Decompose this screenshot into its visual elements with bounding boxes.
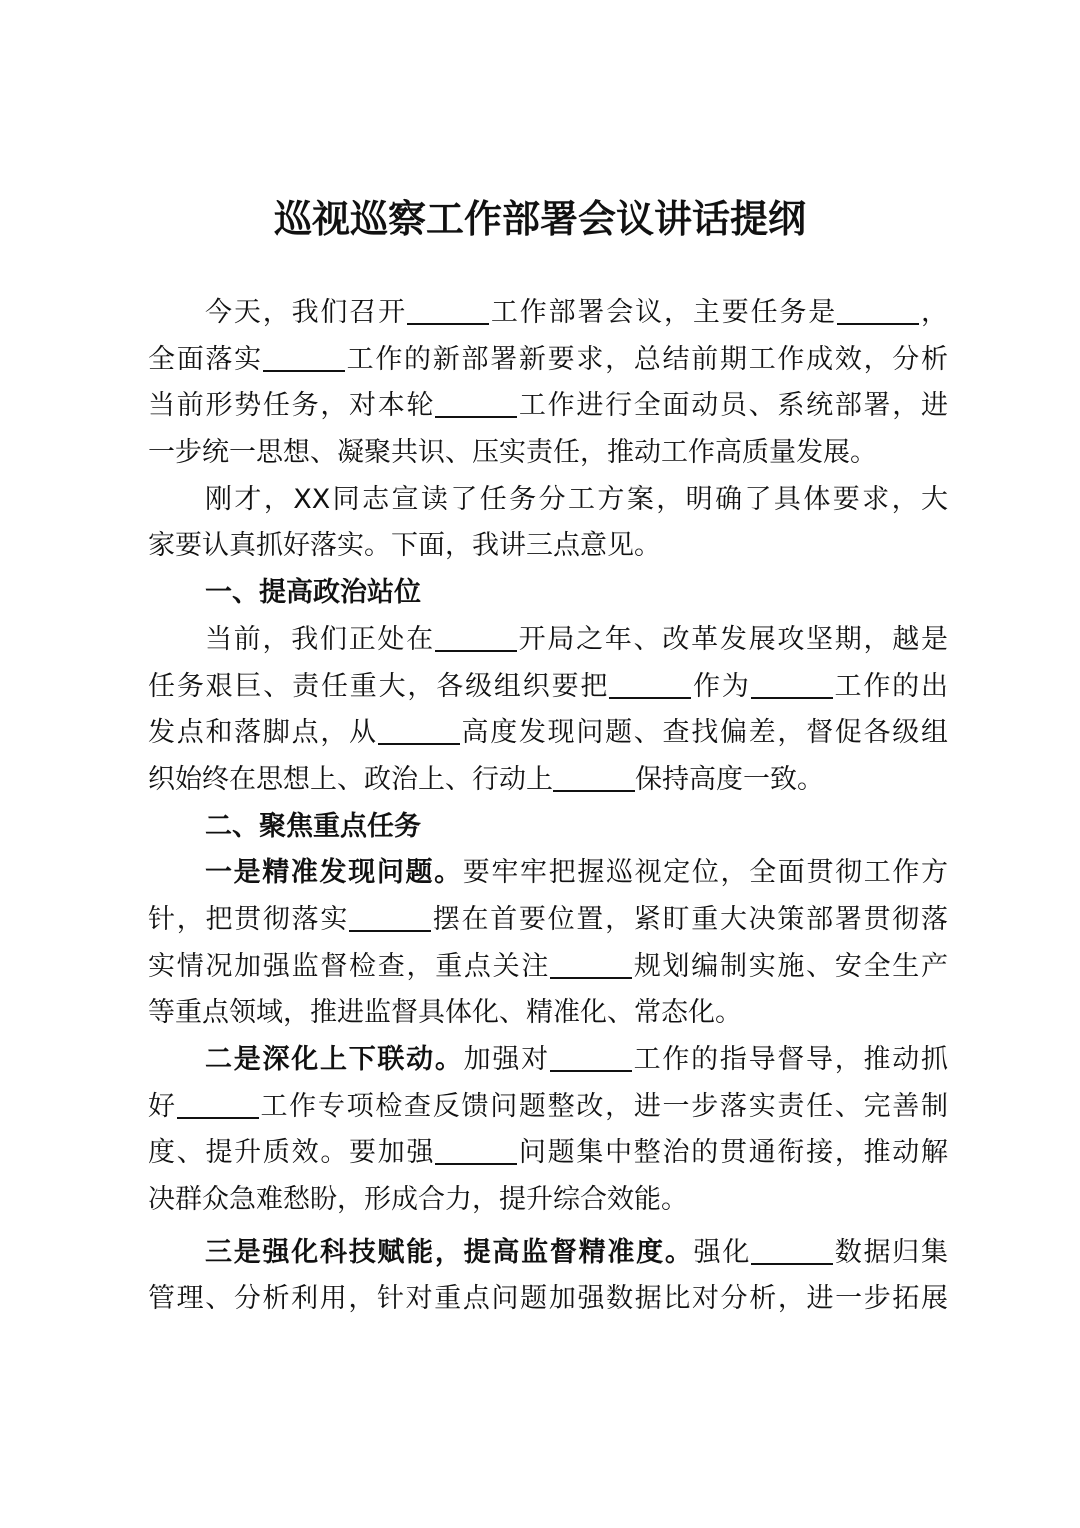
text-line <box>148 710 948 757</box>
document-body <box>148 290 948 1323</box>
body-text: 开局之年、改革发展攻坚期，越是 <box>516 623 949 655</box>
body-text: 工作的新部署新要求，总结前期工作成效，分析 <box>344 343 949 375</box>
text-line <box>148 757 948 804</box>
body-text: 工作部署会议，主要任务是 <box>489 297 838 328</box>
body-text: 当前形势任务，对本轮 <box>148 390 436 422</box>
body-text: 发点和落脚点，从 <box>148 717 378 749</box>
body-text: 加强对 <box>463 1044 550 1075</box>
text-line <box>148 1084 948 1131</box>
text-line <box>148 383 948 430</box>
body-text: 管理、分析利用，针对重点问题加强数据比对分析，进一步拓展 <box>148 1283 948 1315</box>
body-text: 全面落实 <box>148 343 263 375</box>
body-text: 摆在首要位置，紧盯重大决策部署贯彻落 <box>431 903 949 935</box>
body-text: 问题集中整治的贯通衔接，推动解 <box>517 1137 949 1169</box>
text-line <box>148 944 948 991</box>
body-text: 针，把贯彻落实 <box>148 903 350 935</box>
text-line <box>148 337 948 384</box>
body-text: 作为 <box>691 670 751 702</box>
bold-lead-text: 一是精准发现问题。 <box>205 857 463 889</box>
text-line <box>148 1037 948 1084</box>
fill-in-blank <box>378 713 460 745</box>
text-line <box>148 850 948 897</box>
fill-in-blank <box>407 293 489 325</box>
text-line <box>148 523 948 570</box>
body-text: 工作的出 <box>832 670 949 702</box>
bold-lead-text: 二、聚焦重点任务 <box>205 810 421 842</box>
text-line <box>148 617 948 664</box>
fill-in-blank <box>609 667 691 699</box>
document-title: 巡视巡察工作部署会议讲话提纲 <box>273 196 806 241</box>
text-line <box>148 1230 948 1277</box>
body-text: 决群众急难愁盼，形成合力，提升综合效能。 <box>148 1184 688 1216</box>
body-text: 等重点领域，推进监督具体化、精准化、常态化。 <box>148 997 742 1029</box>
text-line <box>148 897 948 944</box>
section-heading <box>148 570 948 617</box>
text-line <box>148 477 948 524</box>
body-text: 好 <box>148 1090 177 1122</box>
body-text: ， <box>919 297 949 328</box>
fill-in-blank <box>751 1233 833 1265</box>
body-text: 家要认真抓好落实。下面，我讲三点意见。 <box>148 530 661 562</box>
body-text: 今天，我们召开 <box>205 297 407 328</box>
text-line <box>148 1177 948 1224</box>
body-text: 当前，我们正处在 <box>205 623 435 655</box>
fill-in-blank <box>263 340 345 372</box>
bold-lead-text: 二是深化上下联动。 <box>205 1044 464 1075</box>
body-text: 保持高度一致。 <box>635 763 824 795</box>
fill-in-blank <box>435 1133 517 1165</box>
text-line <box>148 1130 948 1177</box>
body-text: 高度发现问题、查找偏差，督促各级组 <box>459 717 949 749</box>
text-line <box>148 430 948 477</box>
body-text: 织始终在思想上、政治上、行动上 <box>148 763 553 795</box>
bold-lead-text: 三是强化科技赋能，提高监督精准度。 <box>205 1236 694 1268</box>
body-text: 强化 <box>693 1236 752 1268</box>
text-line <box>148 290 948 337</box>
text-line <box>148 1276 948 1323</box>
text-line <box>148 664 948 711</box>
fill-in-blank <box>751 667 833 699</box>
body-text: 要牢牢把握巡视定位，全面贯彻工作方 <box>462 857 949 889</box>
body-text: 任务艰巨、责任重大，各级组织要把 <box>148 670 610 702</box>
body-text: 一步统一思想、凝聚共识、压实责任，推动工作高质量发展。 <box>148 437 877 469</box>
fill-in-blank <box>177 1087 259 1119</box>
body-text: 实情况加强监督检查，重点关注 <box>148 950 551 982</box>
body-text: 工作进行全面动员、系统部署，进 <box>517 390 949 422</box>
body-text: 工作专项检查反馈问题整改，进一步落实责任、完善制 <box>258 1090 949 1122</box>
fill-in-blank <box>837 293 919 325</box>
body-text: 度、提升质效。要加强 <box>148 1137 436 1169</box>
body-text: 刚才，XX同志宣读了任务分工方案，明确了具体要求，大 <box>205 483 948 515</box>
fill-in-blank <box>435 386 517 418</box>
fill-in-blank <box>550 947 632 979</box>
fill-in-blank <box>435 620 517 652</box>
fill-in-blank <box>553 760 635 792</box>
body-text: 规划编制实施、安全生产 <box>632 950 949 982</box>
bold-lead-text: 一、提高政治站位 <box>205 577 421 609</box>
fill-in-blank <box>349 900 431 932</box>
fill-in-blank <box>550 1040 632 1072</box>
section-heading <box>148 804 948 851</box>
body-text: 数据归集 <box>833 1236 949 1268</box>
text-line <box>148 990 948 1037</box>
body-text: 工作的指导督导，推动抓 <box>631 1044 949 1075</box>
